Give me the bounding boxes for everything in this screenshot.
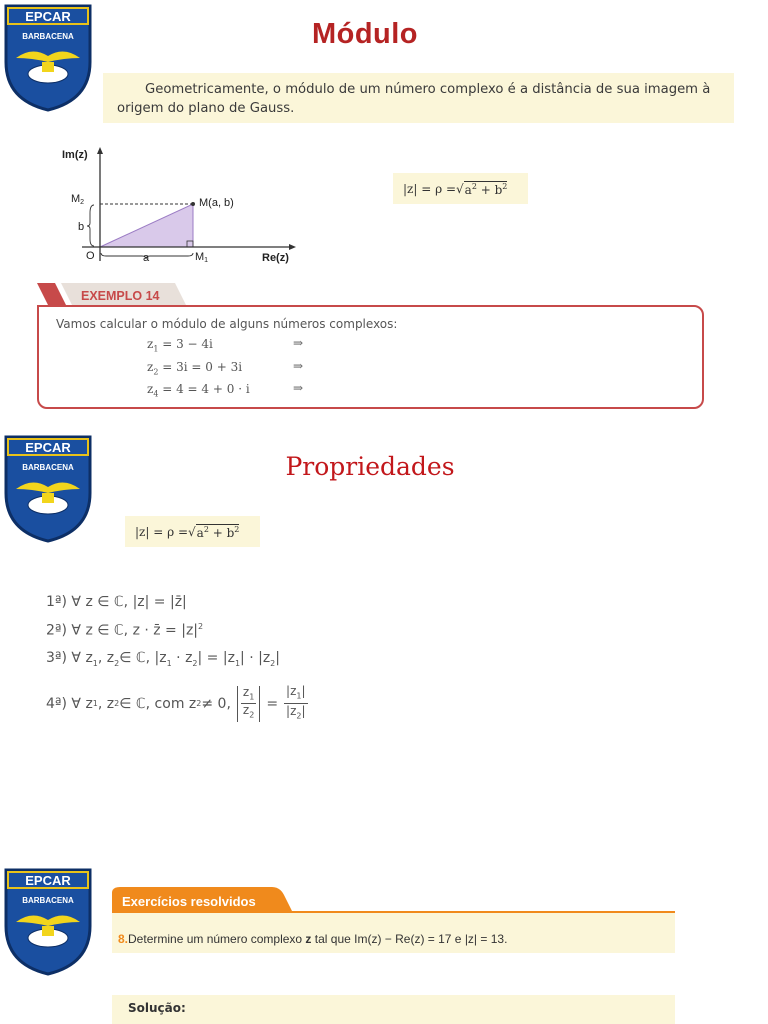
b-label: b [78,221,85,233]
modulus-formula: |z| = ρ = √ $a^2 + b^2$ [393,173,528,204]
x-axis-label: Re(z) [262,252,289,264]
point-label: M(a, b) [199,197,234,209]
logo-bottom-text: BARBACENA [22,463,74,472]
solution-label: Solução: [128,1001,186,1015]
example-intro: Vamos calcular o módulo de alguns números complexos: [56,317,398,331]
svg-text:M2 [71,193,84,206]
property-2: 2ª) ∀ z ∈ ℂ, z · z̄ = $|z|^2$ [46,622,204,639]
property-1: 1ª) ∀ z ∈ ℂ, |z| = |z̄| [46,594,187,610]
logo-top-text: EPCAR [25,440,71,455]
property-3: 3ª) ∀ $z_1$, $z_2\in$ ℂ, $|z_1 \cdot z_2| = |z_1| \cdot |z_2|$ [46,650,280,668]
m2-label: M [71,193,81,205]
example-row-1-arrow: ⇒ [293,336,304,350]
example-row-2-arrow: ⇒ [293,359,304,373]
fraction-moduli: $\frac{|z_1|}{|z_2|}$ [286,684,306,721]
logo-bottom-text: BARBACENA [22,896,74,905]
epcar-logo [2,433,94,543]
property-4: 4ª) ∀ z 1 , z 2 ∈ ℂ, com z 2 ≠ 0, $z_1$ $z_2$ = $\frac{|z_1|}{|z_2|}$ [46,684,308,724]
example-row-2: $z_2 = 3i = 0 + 3i$ [147,360,243,377]
logo-bottom-text: BARBACENA [22,32,74,41]
slide2-title: Propriedades [285,452,455,481]
slide1-title: Módulo [311,18,419,50]
svg-text:M1 [195,251,208,264]
example-row-3: $z_4 = 4 = 4 + 0 \cdot i$ [147,382,250,399]
solution-box [112,995,675,1024]
modulus-formula-2: |z| = ρ = √ $a^2 + b^2$ [125,516,260,547]
m2-sub: 2 [80,199,85,206]
y-axis-label: Im(z) [62,149,88,161]
origin-label: O [86,250,95,262]
exercises-tab-label: Exercícios resolvidos [122,894,256,909]
exercises-header [112,887,675,953]
example-tab [37,283,187,307]
question-text: 8.Determine um número complexo z tal que Im(z) − Re(z) = 17 e |z| = 13. [118,932,508,946]
logo-top-text: EPCAR [25,873,71,888]
m1-sub: 1 [204,257,209,264]
definition-box [103,73,734,123]
gauss-plane-diagram [52,143,312,268]
m1-label: M [195,251,205,263]
fraction-abs: $z_1$ $z_2$ [237,686,260,722]
epcar-logo [2,866,94,976]
example-row-3-arrow: ⇒ [293,381,304,395]
example-row-1: $z_1 = 3 - 4i$ [147,337,213,354]
example-tab-label: EXEMPLO 14 [81,289,160,303]
logo-top-text: EPCAR [25,9,71,24]
a-label: a [143,252,150,264]
definition-text: Geometricamente, o módulo de um número complexo é a distância de sua imagem à origem do plano de Gauss. [117,82,711,116]
